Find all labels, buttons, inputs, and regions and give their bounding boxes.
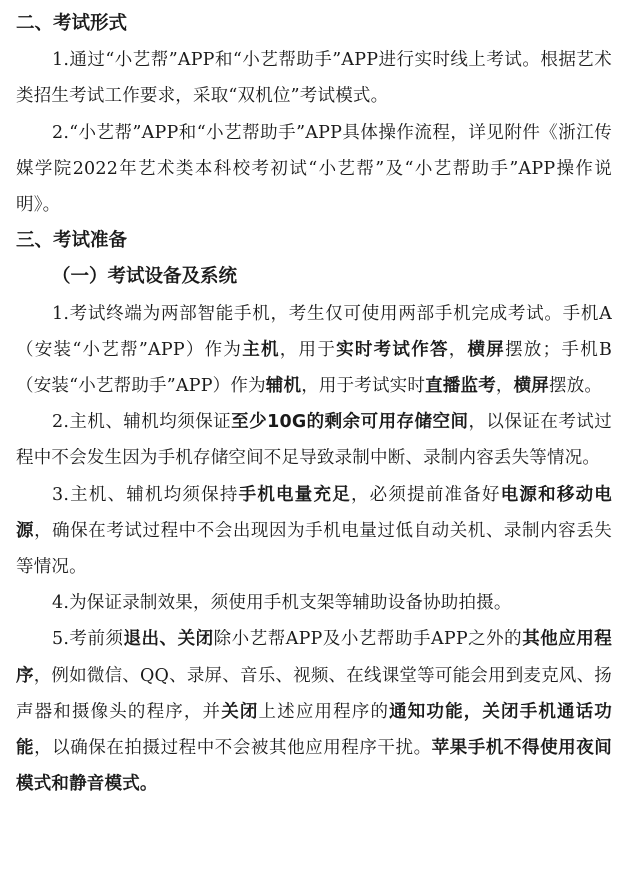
paragraph-equipment-1 xyxy=(16,296,612,405)
section-heading-exam-preparation: 三、考试准备 xyxy=(16,230,128,252)
body-text: ， xyxy=(448,339,468,360)
body-text: 1.通过“小艺帮”APP和“小艺帮助手”APP进行实时线上考试。根据艺术类招生考试工作要求，采取“双机位”考试模式。 xyxy=(16,50,612,107)
subheading-equipment-and-system: （一）考试设备及系统 xyxy=(52,266,238,288)
body-text: 2.主机、辅机均须保证 xyxy=(52,412,232,433)
body-text: ，以保证在考试过程中不会发生因为手机存储空间不足导致录制中断、录制内容丢失等情况。 xyxy=(16,412,612,469)
paragraph-equipment-5 xyxy=(16,621,612,802)
emphasis-text: 横屏 xyxy=(513,376,550,397)
body-text: ，必须提前准备好 xyxy=(350,484,501,505)
emphasis-text: 直播监考 xyxy=(425,376,496,397)
body-text: 摆放。 xyxy=(549,376,603,397)
exam-format-list xyxy=(16,42,612,223)
paragraph-equipment-3 xyxy=(16,477,612,586)
body-text: 4.为保证录制效果，须使用手机支架等辅助设备协助拍摄。 xyxy=(52,593,512,614)
emphasis-text: 实时考试作答 xyxy=(336,339,449,360)
body-text: ，用于考试实时 xyxy=(301,376,426,397)
body-text: ，确保在考试过程中不会出现因为手机电量过低自动关机、录制内容丢失等情况。 xyxy=(16,520,612,578)
paragraph-equipment-4 xyxy=(16,585,612,621)
body-text: 1.考试终端为两部智能手机，考生仅可使用两部手机完成考试。手机A（安装“小艺帮”APP）作为 xyxy=(16,303,612,360)
emphasis-text: 关闭 xyxy=(221,701,259,722)
emphasis-text: 退出、关闭 xyxy=(123,629,214,650)
body-text: 上述应用程序的 xyxy=(258,701,390,722)
emphasis-text: 通知功能，关闭手机通话功能 xyxy=(16,701,613,759)
body-text: 3.主机、辅机均须保持 xyxy=(52,484,239,505)
document-body xyxy=(16,6,612,802)
emphasis-text: 主机 xyxy=(242,339,280,360)
section-heading-exam-format: 二、考试形式 xyxy=(16,13,128,34)
equipment-list xyxy=(16,296,612,803)
emphasis-text: 其他应用程序 xyxy=(16,629,613,686)
emphasis-text: 至少10G的剩余可用存储空间 xyxy=(231,412,469,433)
emphasis-text: 横屏 xyxy=(467,339,506,360)
body-text: ， xyxy=(495,376,514,397)
body-text: ，以确保在拍摄过程中不会被其他应用程序干扰。 xyxy=(34,738,432,759)
body-text: ，用于 xyxy=(279,339,337,360)
paragraph-exam-format-2 xyxy=(16,115,612,224)
body-text: 5.考前须 xyxy=(52,629,124,650)
body-text: 2.“小艺帮”APP和“小艺帮助手”APP具体操作流程，详见附件《浙江传媒学院2022年艺术类本科校考初试“小艺帮”及“小艺帮助手”APP操作说明》。 xyxy=(16,122,612,216)
emphasis-text: 手机电量充足 xyxy=(238,484,351,505)
emphasis-text: 辅机 xyxy=(265,376,302,397)
emphasis-text: 电源和移动电源 xyxy=(16,484,613,541)
paragraph-equipment-2 xyxy=(16,404,612,476)
paragraph-exam-format-1 xyxy=(16,42,612,114)
emphasis-text: 苹果手机不得使用夜间模式和静音模式。 xyxy=(16,738,612,795)
body-text: 除小艺帮APP及小艺帮助手APP之外的 xyxy=(213,629,523,650)
body-text: ，例如微信、QQ、录屏、音乐、视频、在线课堂等可能会用到麦克风、扬声器和摄像头的程序，并 xyxy=(16,665,612,722)
body-text: 摆放；手机B（安装“小艺帮助手”APP）作为 xyxy=(16,339,613,397)
